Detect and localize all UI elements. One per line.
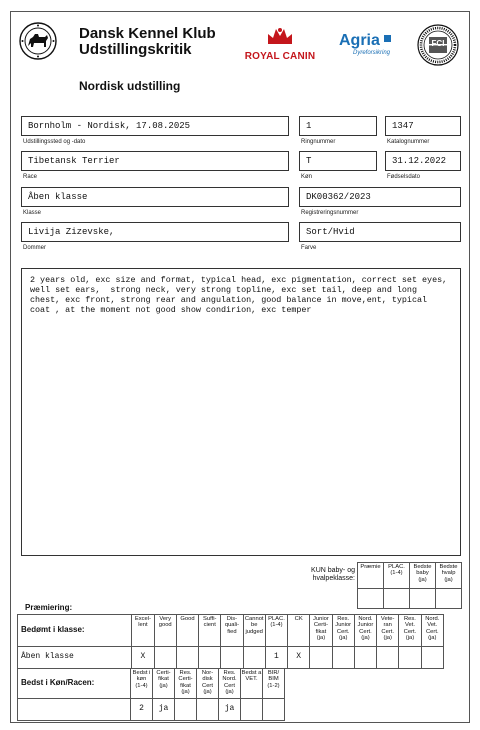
judged-cell-excellent: X	[132, 647, 154, 669]
best-header-res-nordic-cert: Res. Nord. Cert (ja)	[219, 669, 241, 699]
judged-header-junior-cert: Junior Certi-fikat (ja)	[310, 615, 332, 647]
judged-cell-res-vet-cert	[399, 647, 421, 669]
baby-header-premie: Præmie	[358, 563, 384, 589]
judged-cell-nord-junior-cert	[354, 647, 376, 669]
fci-logo	[417, 24, 459, 66]
best-header-best-of-sex: Bedst i køn (1-4)	[131, 669, 153, 699]
breed-field: Tibetansk Terrier	[21, 151, 289, 171]
judged-header-nord-vet-cert: Nord. Vet. Cert. (ja)	[421, 615, 443, 647]
best-of-breed-label: Bedst i Køn/Racen:	[18, 669, 131, 699]
crown-icon	[265, 26, 295, 46]
best-cell-bir-bim	[263, 699, 285, 721]
judged-cell-good	[176, 647, 198, 669]
judged-cell-nord-vet-cert	[421, 647, 443, 669]
judged-header-disqualified: Dis-quali-fied	[221, 615, 243, 647]
judged-header-plac: PLAC. (1-4)	[265, 615, 287, 647]
judged-cell-plac: 1	[265, 647, 287, 669]
ring-label: Ringnummer	[301, 139, 336, 145]
show-type: Nordisk udstilling	[79, 79, 181, 93]
class-field: Åben klasse	[21, 187, 289, 207]
best-cell-certificate: ja	[153, 699, 175, 721]
venue-date-label: Udstillingssted og -dato	[23, 139, 86, 145]
judged-cell-cannot-be-judged	[243, 647, 265, 669]
dkk-logo	[19, 22, 57, 60]
birthdate-field: 31.12.2022	[385, 151, 461, 171]
agria-badge-icon	[384, 35, 391, 42]
fci-label: FCI	[431, 39, 445, 48]
premiering-label: Præmiering:	[25, 603, 73, 612]
baby-cell-best-puppy	[436, 589, 462, 609]
judged-header-ck: CK	[288, 615, 310, 647]
judged-cell-res-junior-cert	[332, 647, 354, 669]
judged-header-nord-junior-cert: Nord. Junior Cert. (ja)	[354, 615, 376, 647]
judged-header-good: Good	[176, 615, 198, 647]
best-cell-res-nordic-cert: ja	[219, 699, 241, 721]
best-header-best-veteran: Bedst a VET.	[241, 669, 263, 699]
birthdate-label: Fødselsdato	[387, 174, 421, 180]
sex-field: T	[299, 151, 377, 171]
best-cell-best-veteran	[241, 699, 263, 721]
judged-row-class: Åben klasse	[18, 647, 132, 669]
catalog-field: 1347	[385, 116, 461, 136]
judged-cell-very-good	[154, 647, 176, 669]
judged-class-table	[17, 614, 444, 669]
judged-header-res-junior-cert: Res. Junior Cert. (ja)	[332, 615, 354, 647]
judged-header-veteran-cert: Vete-ran Cert. (ja)	[377, 615, 399, 647]
baby-header-plac: PLAC. (1-4)	[384, 563, 410, 589]
ring-field: 1	[299, 116, 377, 136]
catalog-label: Katalognummer	[387, 139, 430, 145]
best-header-res-certificate: Res. Certi-fikat (ja)	[175, 669, 197, 699]
registration-label: Registreringsnummer	[301, 210, 359, 216]
judged-class-label: Bedømt i klasse:	[18, 615, 132, 647]
judged-header-excellent: Excel-lent	[132, 615, 154, 647]
judged-cell-veteran-cert	[377, 647, 399, 669]
best-header-bir-bim: BIR/ BIM (1-2)	[263, 669, 285, 699]
agria-tagline: Dyreforsikring	[353, 50, 391, 56]
judged-header-cannot-be-judged: Cannot be judged	[243, 615, 265, 647]
best-row-blank	[18, 699, 131, 721]
royal-canin-logo	[239, 26, 321, 62]
judge-field: Livija Zizevske,	[21, 222, 289, 242]
registration-field: DK00362/2023	[299, 187, 461, 207]
royal-canin-wordmark: ROYAL CANIN	[244, 51, 316, 62]
judged-header-res-vet-cert: Res. Vet. Cert. (ja)	[399, 615, 421, 647]
best-of-breed-table	[17, 668, 285, 721]
judged-cell-ck: X	[288, 647, 310, 669]
best-cell-nordic-cert	[197, 699, 219, 721]
best-header-nordic-cert: Nor-disk Cert (ja)	[197, 669, 219, 699]
baby-cell-plac	[384, 589, 410, 609]
best-cell-res-certificate	[175, 699, 197, 721]
judged-cell-sufficient	[199, 647, 221, 669]
baby-class-table	[357, 562, 462, 609]
judged-header-sufficient: Suffi-cient	[199, 615, 221, 647]
agria-logo	[339, 32, 409, 62]
judged-header-very-good: Very good	[154, 615, 176, 647]
org-name: Dansk Kennel Klub	[79, 25, 216, 42]
class-label: Klasse	[23, 210, 42, 216]
baby-header-best-puppy: Bedste hvalp (ja)	[436, 563, 462, 589]
baby-class-label: KUN baby- og hvalpeklasse:	[311, 567, 355, 582]
baby-cell-premie	[358, 589, 384, 609]
baby-cell-best-baby	[410, 589, 436, 609]
color-field: Sort/Hvid	[299, 222, 461, 242]
sex-label: Køn	[301, 174, 313, 180]
judge-label: Dommer	[23, 245, 47, 251]
best-header-certificate: Certi-fikat (ja)	[153, 669, 175, 699]
critique-text: 2 years old, exc size and format, typical head, exc pigmentation, correct set eyes, well set ears, strong neck, very strong topline, exc set tail, deep and long chest, exc front, strong rear and angulation, good balance in move,ent, typical coat , at the moment not good show condirion, exc temper	[21, 268, 461, 556]
baby-header-best-baby: Bedste baby (ja)	[410, 563, 436, 589]
agria-wordmark: Agria	[339, 32, 380, 49]
judged-cell-disqualified	[221, 647, 243, 669]
critique-form	[10, 11, 470, 723]
form-title: Udstillingskritik	[79, 41, 192, 58]
best-cell-best-of-sex: 2	[131, 699, 153, 721]
breed-label: Race	[23, 174, 38, 180]
venue-date-field: Bornholm - Nordisk, 17.08.2025	[21, 116, 289, 136]
color-label: Farve	[301, 245, 317, 251]
judged-cell-junior-cert	[310, 647, 332, 669]
